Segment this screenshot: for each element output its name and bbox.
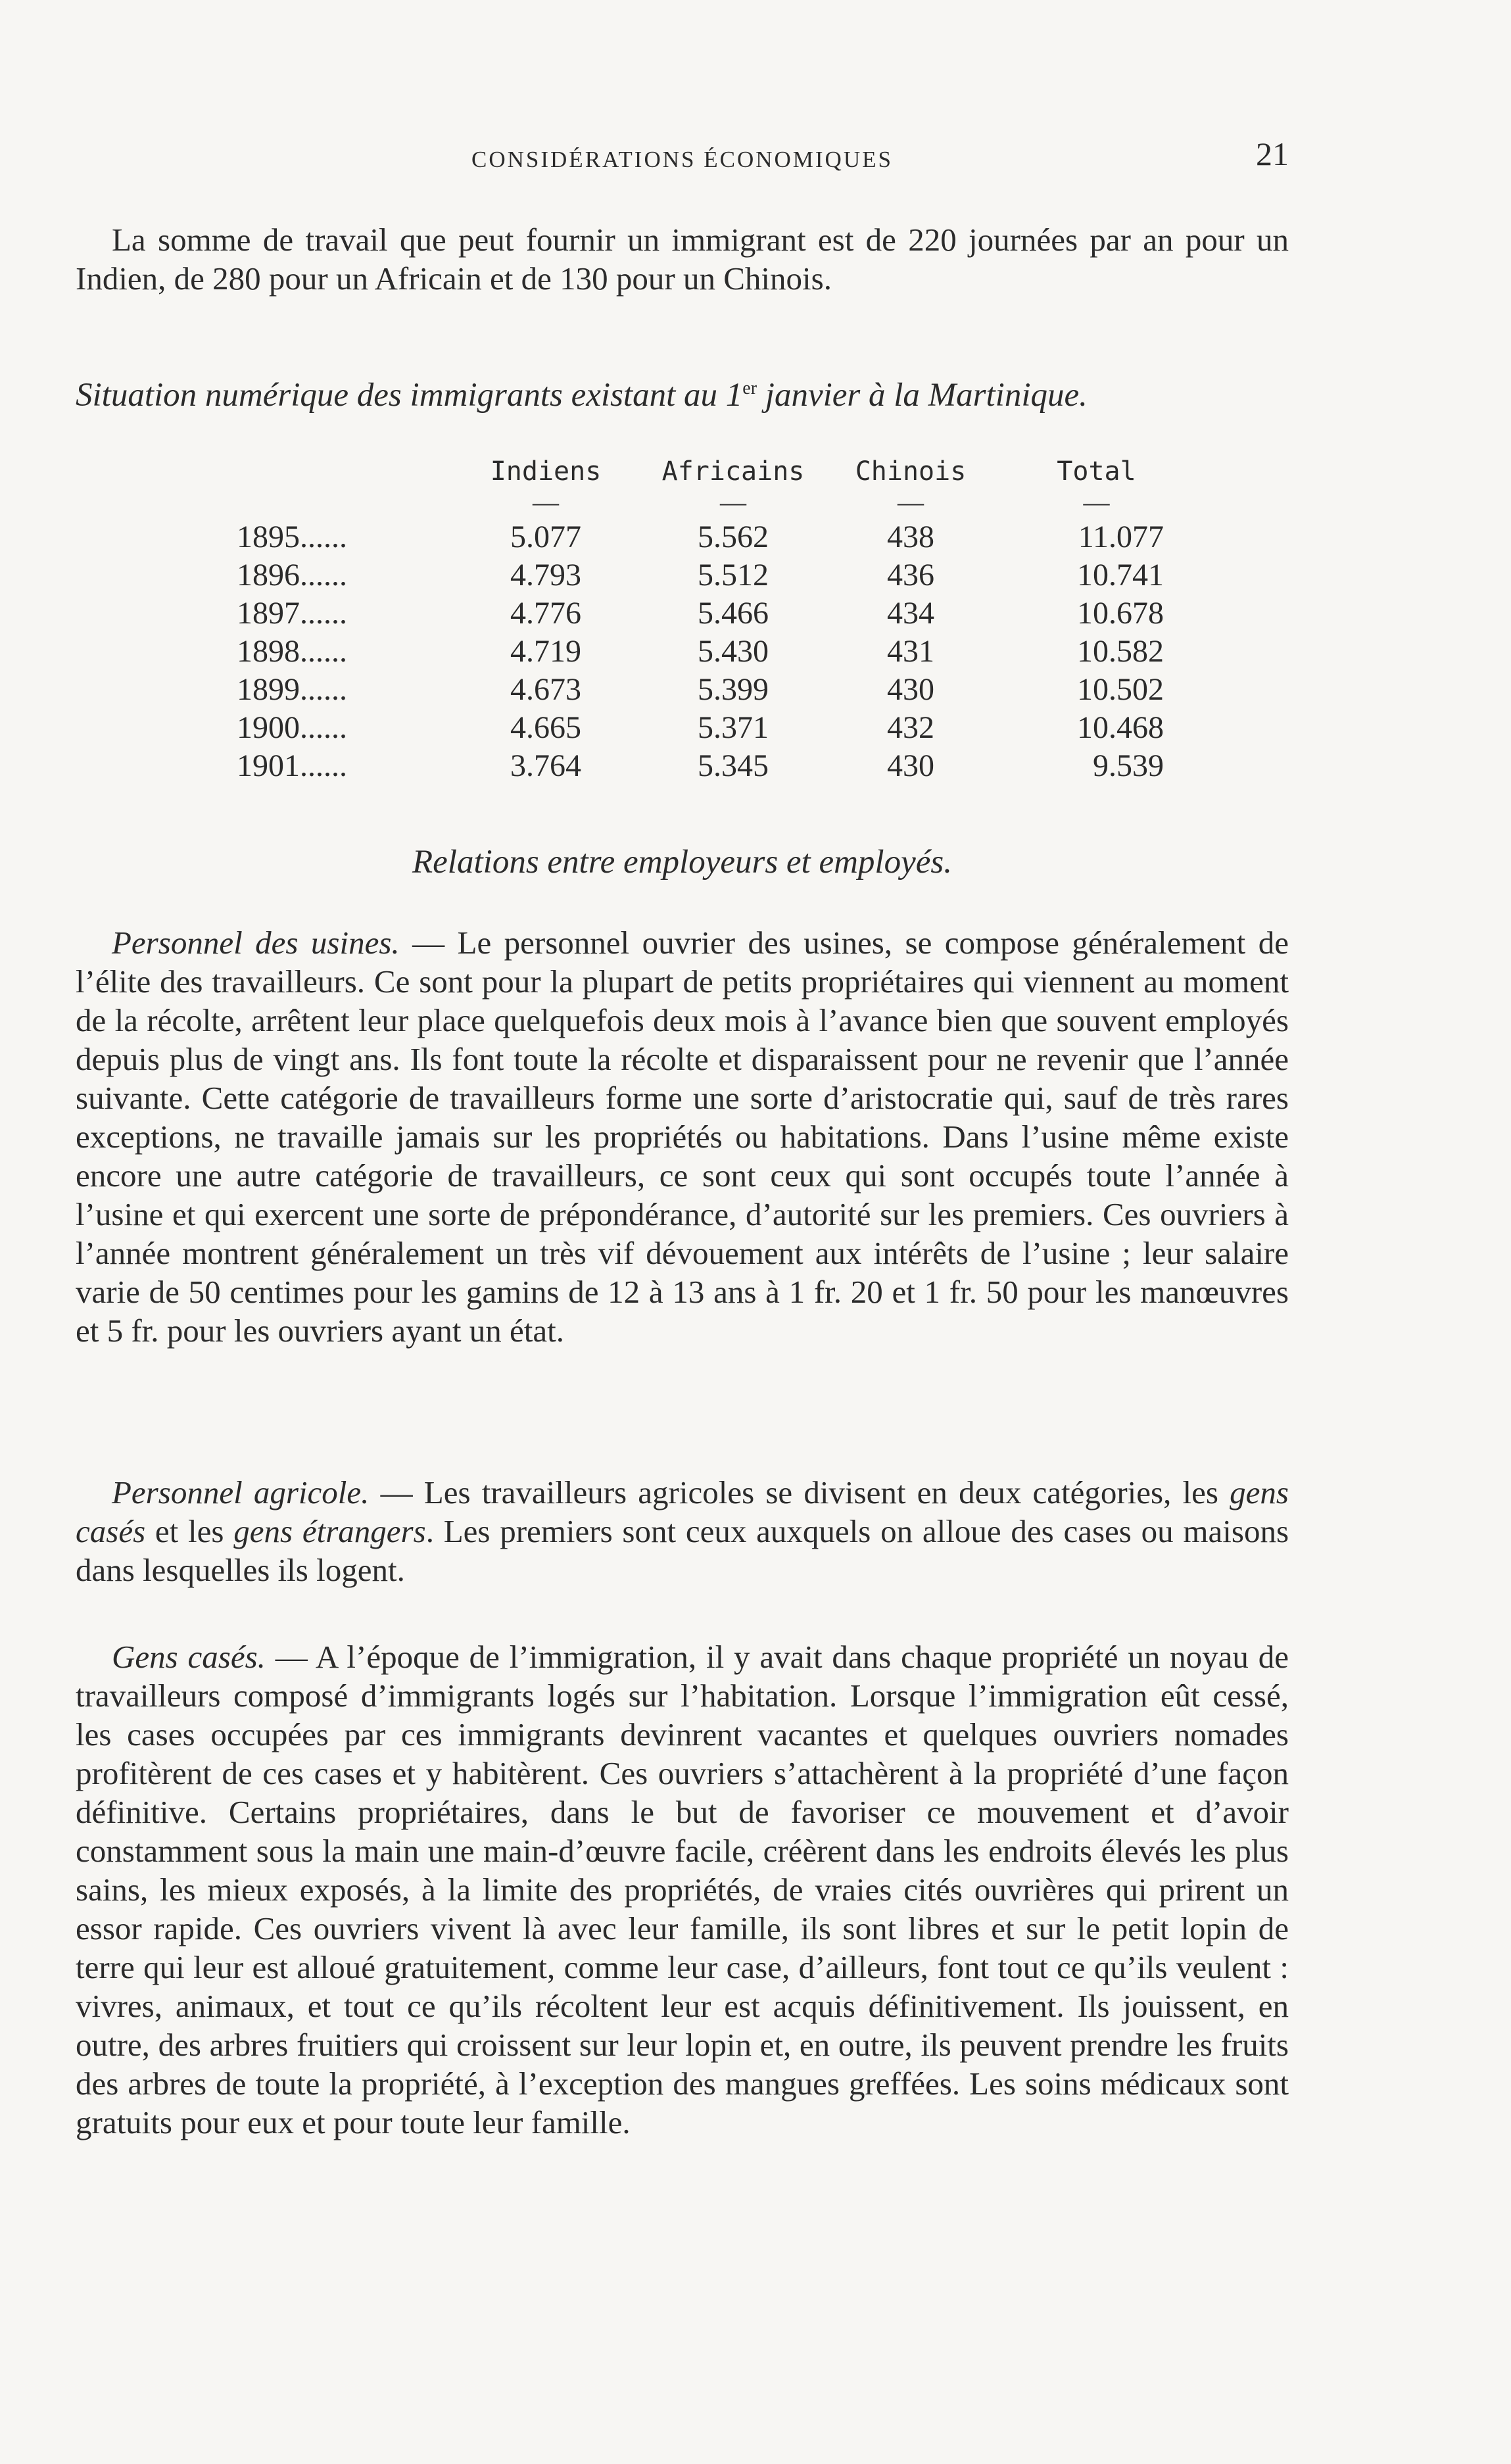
- intro-paragraph: [76, 220, 1289, 298]
- agricole-text-c: . Les premiers sont ceux auxquels on alloue des cases ou maisons dans lesquelles ils logent.: [76, 1513, 1289, 1588]
- table-row: [237, 556, 1200, 594]
- header-total: Total: [1057, 456, 1136, 487]
- cell-indiens: 4.665: [510, 710, 581, 745]
- agricole-em-gens-cases: gens casés: [76, 1474, 1289, 1549]
- header-year: [237, 447, 454, 487]
- cell-africains: 5.430: [698, 633, 769, 669]
- cell-total: 10.502: [1077, 671, 1164, 707]
- dash-cell: —: [898, 487, 924, 517]
- table-caption: [76, 376, 1289, 414]
- cell-total: 10.678: [1077, 595, 1164, 631]
- cell-indiens: 4.793: [510, 557, 581, 592]
- cell-total: 9.539: [1093, 748, 1164, 783]
- agricole-em-gens-etrangers: gens étrangers: [233, 1513, 426, 1549]
- cell-year: 1900......: [237, 710, 347, 745]
- table-row: [237, 632, 1200, 670]
- cell-chinois: 436: [887, 557, 934, 592]
- cell-indiens: 4.673: [510, 671, 581, 707]
- section-title: Relations entre employeurs et employés.: [412, 844, 952, 881]
- table-row: [237, 594, 1200, 632]
- cell-africains: 5.512: [698, 557, 769, 592]
- caption-text: Situation numérique des immigrants existant au 1: [76, 377, 743, 414]
- caption-superscript: er: [742, 378, 757, 399]
- cell-chinois: 432: [887, 710, 934, 745]
- table-row: [237, 708, 1200, 746]
- cell-total: 10.741: [1077, 557, 1164, 592]
- cell-chinois: 434: [887, 595, 934, 631]
- header-indiens: Indiens: [490, 456, 602, 487]
- cases-text: — A l’époque de l’immigration, il y avait dans chaque propriété un noyau de travailleurs composé d’immigrants logés sur l’habitation. Lorsque l’immigration eût cessé, les cases occupées par ces immigrants devinrent vacantes et quelques ouvriers nomades profitèrent de ces cases et y habitèrent. Ces ouvriers s’attachèrent à la propriété d’une façon définitive. Certains propriétaires, dans le but de favoriser ce mouvement et d’avoir constamment sous la main une main-d’œuvre facile, créèrent dans les endroits élevés les plus sains, les mieux exposés, à la limite des propriétés, de vraies cités ouvrières qui prirent un essor rapide. Ces ouvriers vivent là avec leur famille, ils sont libres et sur le petit lopin de terre qui leur est alloué gratuitement, comme leur case, d’ailleurs, font tout ce qu’ils veulent : vivres, animaux, et tout ce qu’ils récoltent leur est acquis définitivement. Ils jouissent, en outre, des arbres fruitiers qui croissent sur leur lopin et, en outre, ils peuvent prendre les fruits des arbres de toute la propriété, à l’exception des mangues greffées. Les soins médicaux sont gratuits pour eux et pour toute leur famille.: [76, 1639, 1289, 2140]
- agricole-text-a: — Les travailleurs agricoles se divisent en deux catégories, les: [369, 1474, 1230, 1510]
- cell-total: 10.468: [1077, 710, 1164, 745]
- header-africains: Africains: [661, 456, 805, 487]
- dash-cell: [237, 487, 454, 518]
- cell-year: 1896......: [237, 557, 347, 592]
- table-row: [237, 746, 1200, 785]
- cases-paragraph: [76, 1637, 1289, 2142]
- page-header: [76, 135, 1289, 181]
- table-body: [237, 518, 1200, 785]
- cell-chinois: 431: [887, 633, 934, 669]
- cell-africains: 5.371: [698, 710, 769, 745]
- cell-total: 10.582: [1077, 633, 1164, 669]
- table-row: [237, 670, 1200, 708]
- cell-chinois: 430: [887, 748, 934, 783]
- cell-chinois: 430: [887, 671, 934, 707]
- agricole-lead: Personnel agricole.: [112, 1474, 370, 1510]
- cell-africains: 5.345: [698, 748, 769, 783]
- caption-text-end: janvier à la Martinique.: [757, 377, 1088, 414]
- cell-africains: 5.399: [698, 671, 769, 707]
- cell-year: 1895......: [237, 519, 347, 554]
- cell-indiens: 5.077: [510, 519, 581, 554]
- usines-lead: Personnel des usines.: [112, 925, 400, 961]
- intro-text: La somme de travail que peut fournir un immigrant est de 220 journées par an pour un Indien, de 280 pour un Africain et de 130 pour un Chinois.: [76, 222, 1289, 297]
- cell-year: 1897......: [237, 595, 347, 631]
- cell-year: 1901......: [237, 748, 347, 783]
- cell-africains: 5.466: [698, 595, 769, 631]
- cell-africains: 5.562: [698, 519, 769, 554]
- agricole-text-b: et les: [145, 1513, 234, 1549]
- usines-text: — Le personnel ouvrier des usines, se compose généralement de l’élite des travailleurs. Ce sont pour la plupart de petits propriétaires qui viennent au moment de la récolte, arrêtent leur place quelquefois deux mois à l’avance bien que souvent employés depuis plus de vingt ans. Ils font toute la récolte et disparaissent pour ne revenir que l’année suivante. Cette catégorie de travailleurs forme une sorte d’aristocratie qui, sauf de très rares exceptions, ne travaille jamais sur les propriétés ou habitations. Dans l’usine même existe encore une autre catégorie de travailleurs, ce sont ceux qui sont occupés toute l’année à l’usine et qui exercent une sorte de prépondérance, d’autorité sur les premiers. Ces ouvriers à l’année montrent généralement un très vif dévouement aux intérêts de l’usine ; leur salaire varie de 50 centimes pour les gamins de 12 à 13 ans à 1 fr. 20 et 1 fr. 50 pour les manœuvres et 5 fr. pour les ouvriers ayant un état.: [76, 925, 1289, 1349]
- agricole-paragraph: [76, 1473, 1289, 1589]
- cell-chinois: 438: [887, 519, 934, 554]
- cell-indiens: 4.776: [510, 595, 581, 631]
- cell-indiens: 3.764: [510, 748, 581, 783]
- immigrants-table: [237, 447, 1200, 785]
- table-row: [237, 518, 1200, 556]
- dash-cell: —: [720, 487, 746, 517]
- cell-year: 1899......: [237, 671, 347, 707]
- table-dash-row: [237, 487, 1200, 518]
- cell-total: 11.077: [1078, 519, 1164, 554]
- usines-paragraph: [76, 923, 1289, 1350]
- header-chinois: Chinois: [855, 456, 967, 487]
- cell-indiens: 4.719: [510, 633, 581, 669]
- page-number: 21: [1256, 135, 1289, 172]
- cell-year: 1898......: [237, 633, 347, 669]
- cases-lead: Gens casés.: [112, 1639, 266, 1675]
- dash-cell: —: [1083, 487, 1110, 517]
- running-title: CONSIDÉRATIONS ÉCONOMIQUES: [471, 147, 893, 172]
- table-header-row: [237, 447, 1200, 487]
- dash-cell: —: [533, 487, 559, 517]
